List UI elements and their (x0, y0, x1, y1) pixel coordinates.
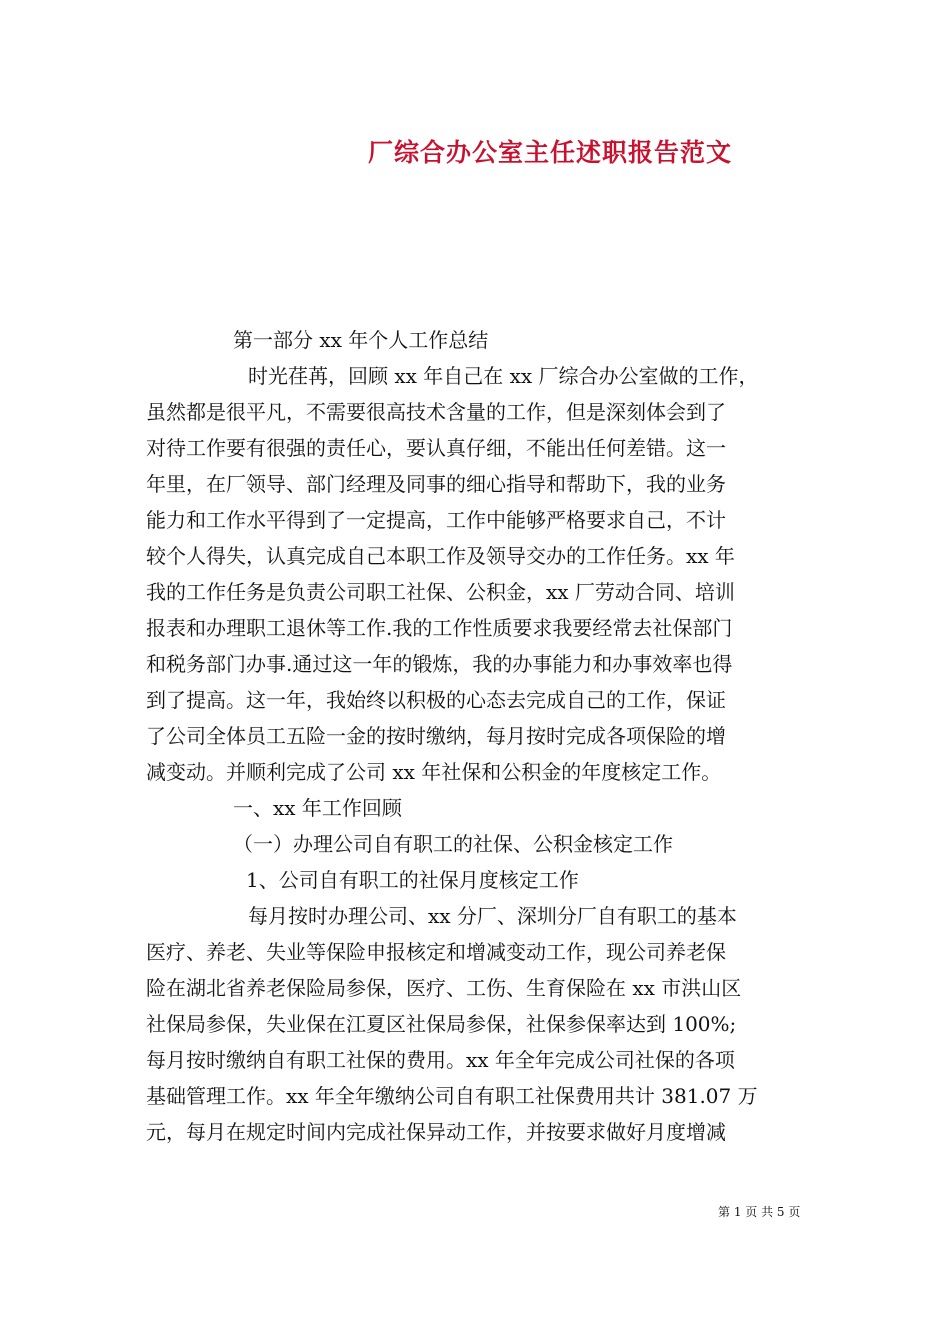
paragraph-line: 我的工作任务是负责公司职工社保、公积金，xx 厂劳动合同、培训 (146, 580, 735, 604)
paragraph-line: 元，每月在规定时间内完成社保异动工作，并按要求做好月度增减 (146, 1120, 726, 1144)
paragraph-line: 了公司全体员工五险一金的按时缴纳，每月按时完成各项保险的增 (146, 724, 726, 748)
paragraph-line: 虽然都是很平凡，不需要很高技术含量的工作，但是深刻体会到了 (146, 400, 726, 424)
document-title: 厂综合办公室主任述职报告范文 (367, 138, 732, 167)
paragraph-line: 到了提高。这一年，我始终以积极的心态去完成自己的工作，保证 (146, 688, 726, 712)
paragraph-line: 较个人得失，认真完成自己本职工作及领导交办的工作任务。xx 年 (146, 544, 735, 568)
paragraph-line: 每月按时办理公司、xx 分厂、深圳分厂自有职工的基本 (248, 904, 737, 928)
paragraph-line: 基础管理工作。xx 年全年缴纳公司自有职工社保费用共计 381.07 万 (146, 1084, 758, 1108)
paragraph-line: 报表和办理职工退休等工作.我的工作性质要求我要经常去社保部门 (146, 616, 733, 640)
section-heading: 第一部分 xx 年个人工作总结 (233, 328, 489, 352)
paragraph-line: 年里，在厂领导、部门经理及同事的细心指导和帮助下，我的业务 (146, 472, 726, 496)
paragraph-line: 社保局参保，失业保在江夏区社保局参保，社保参保率达到 100%; (146, 1012, 737, 1036)
paragraph-line: 和税务部门办事.通过这一年的锻炼，我的办事能力和办事效率也得 (146, 652, 733, 676)
paragraph-line: 对待工作要有很强的责任心，要认真仔细，不能出任何差错。这一 (146, 436, 726, 460)
paragraph-line: 险在湖北省养老保险局参保，医疗、工伤、生育保险在 xx 市洪山区 (146, 976, 742, 1000)
subsection-heading: 1、公司自有职工的社保月度核定工作 (246, 868, 579, 892)
section-heading: 一、xx 年工作回顾 (233, 796, 402, 820)
page-number: 第 1 页 共 5 页 (718, 1205, 801, 1219)
paragraph-line: 时光荏苒，回顾 xx 年自己在 xx 厂综合办公室做的工作， (248, 364, 759, 388)
paragraph-line: 能力和工作水平得到了一定提高，工作中能够严格要求自己，不计 (146, 508, 726, 532)
paragraph-line: 医疗、养老、失业等保险申报核定和增减变动工作，现公司养老保 (146, 940, 726, 964)
subsection-heading: （一）办理公司自有职工的社保、公积金核定工作 (233, 832, 673, 856)
paragraph-line: 减变动。并顺利完成了公司 xx 年社保和公积金的年度核定工作。 (146, 760, 722, 784)
paragraph-line: 每月按时缴纳自有职工社保的费用。xx 年全年完成公司社保的各项 (146, 1048, 735, 1072)
